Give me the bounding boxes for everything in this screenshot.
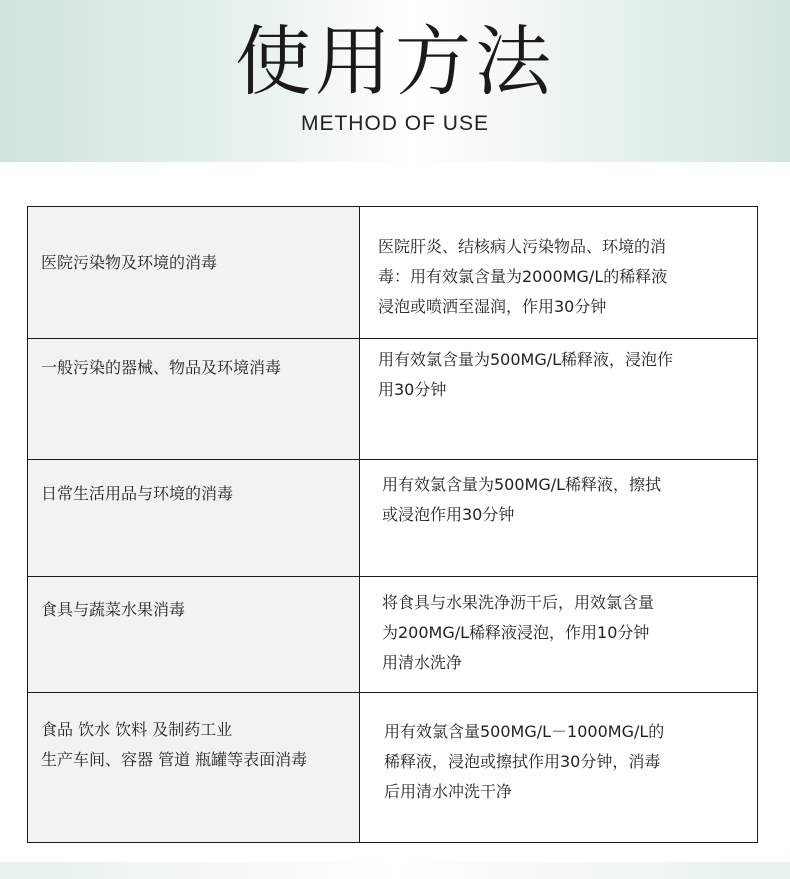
- bottom-decor-strip: [0, 862, 790, 879]
- method-line: 用30分钟: [378, 380, 447, 399]
- page-subtitle: METHOD OF USE: [300, 112, 489, 135]
- method-cell: [360, 577, 757, 692]
- method-cell: [360, 207, 757, 338]
- method-line: 浸泡或喷洒至湿润，作用30分钟: [378, 297, 607, 316]
- method-line: 毒：用有效氯含量为2000MG/L的稀释液: [378, 267, 668, 286]
- method-line: 医院肝炎、结核病人污染物品、环境的消: [378, 237, 667, 256]
- method-line: 稀释液，浸泡或擦拭作用30分钟，消毒: [384, 752, 661, 771]
- category-cell: [28, 577, 360, 692]
- category-line: 日常生活用品与环境的消毒: [41, 484, 234, 503]
- method-cell: [360, 693, 757, 842]
- usage-table: [27, 206, 758, 843]
- method-cell: [360, 339, 757, 459]
- table-row: [28, 207, 757, 339]
- method-line: 将食具与水果洗净沥干后，用效氯含量: [382, 593, 655, 612]
- category-line: 一般污染的器械、物品及环境消毒: [41, 358, 282, 377]
- method-line: 或浸泡作用30分钟: [382, 505, 515, 524]
- category-line: 医院污染物及环境的消毒: [41, 253, 218, 272]
- header-banner: [0, 0, 790, 162]
- category-line: 生产车间、容器 管道 瓶罐等表面消毒: [41, 750, 308, 769]
- method-line: 用有效氯含量为500MG/L稀释液，擦拭: [382, 475, 662, 494]
- table-row: [28, 460, 757, 577]
- category-cell: [28, 339, 360, 459]
- method-line: 用有效氯含量500MG/L－1000MG/L的: [384, 722, 665, 741]
- category-line: 食品 饮水 饮料 及制药工业: [41, 720, 233, 739]
- page-title: 使用方法: [235, 17, 555, 106]
- category-cell: [28, 207, 360, 338]
- method-cell: [360, 460, 757, 576]
- table-row: [28, 339, 757, 460]
- category-cell: [28, 693, 360, 842]
- table-row: [28, 693, 757, 842]
- table-row: [28, 577, 757, 693]
- category-cell: [28, 460, 360, 576]
- method-line: 后用清水冲洗干净: [384, 782, 513, 801]
- method-line: 用清水洗净: [382, 653, 463, 672]
- method-line: 用有效氯含量为500MG/L稀释液，浸泡作: [378, 350, 674, 369]
- method-line: 为200MG/L稀释液浸泡，作用10分钟: [382, 623, 650, 642]
- category-line: 食具与蔬菜水果消毒: [41, 600, 186, 619]
